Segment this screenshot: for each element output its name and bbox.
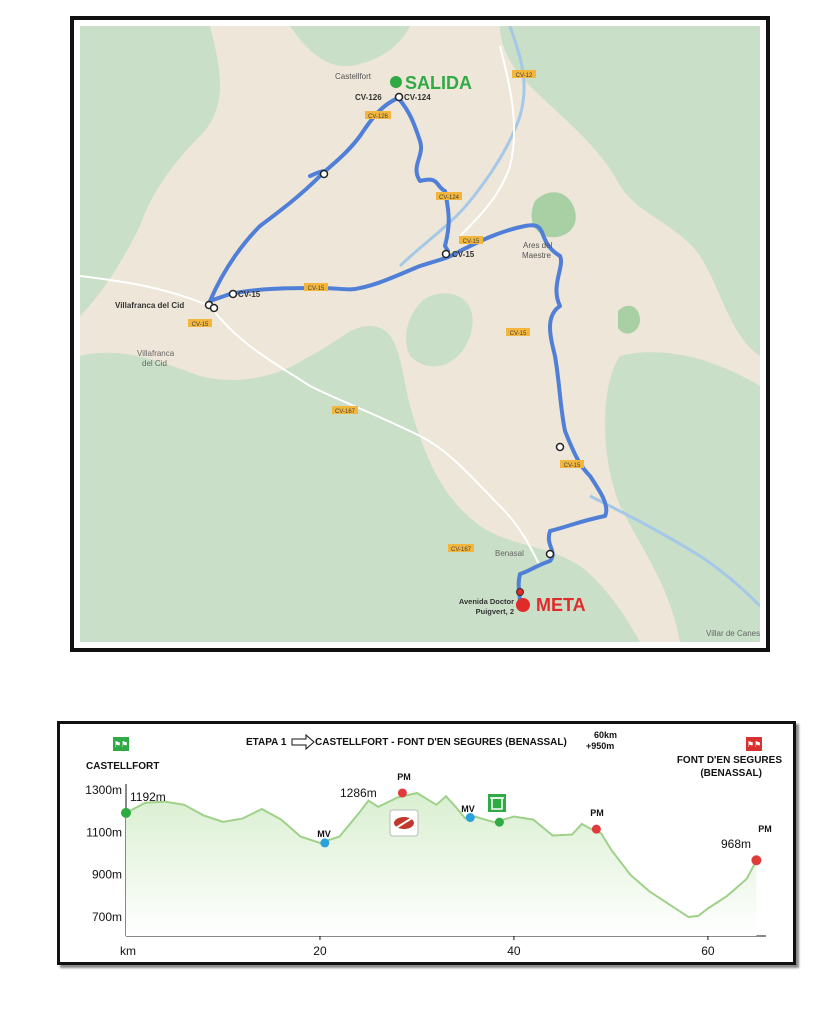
x-tick-label: 20 — [313, 944, 327, 958]
peak-elevation-label: 1286m — [340, 786, 377, 800]
elevation-profile — [57, 721, 796, 965]
arrow-right-icon — [292, 735, 314, 749]
shield-cv126: CV-126 — [367, 114, 389, 120]
start-label: SALIDA — [405, 73, 472, 93]
y-tick-label: 1100m — [86, 825, 122, 840]
route-map — [70, 16, 770, 652]
x-tick-label: 60 — [701, 944, 715, 958]
point-pm — [398, 788, 407, 797]
shield-cv12: CV-12 — [515, 73, 533, 79]
finish-label: META — [536, 595, 586, 615]
finish-address-line1: Avenida Doctor — [458, 597, 514, 606]
y-tick-label: 1300m — [85, 783, 122, 797]
route-label-cv126: CV-126 — [355, 93, 382, 102]
shield-cv15-e: CV-15 — [563, 463, 581, 469]
map-canvas — [80, 26, 760, 642]
route-label-cv15-east: CV-15 — [452, 250, 475, 259]
place-villafranca-line2: del Cid — [142, 359, 167, 368]
place-ares-line2: Maestre — [522, 251, 551, 260]
start-elevation-label: 1192m — [130, 790, 166, 804]
place-villar-de-canes: Villar de Canes — [706, 629, 760, 638]
start-name: CASTELLFORT — [86, 761, 160, 772]
tag-pm-1: PM — [397, 772, 411, 782]
route-label-cv15-west: CV-15 — [238, 290, 261, 299]
shield-cv15-c: CV-15 — [191, 322, 209, 328]
stage-distance: 60km — [594, 730, 618, 740]
finish-marker — [516, 598, 530, 612]
start-flag-icon — [113, 737, 129, 751]
tag-mv-2: MV — [461, 804, 475, 814]
y-tick-label: 900m — [91, 867, 122, 882]
place-villafranca-bold: Villafranca del Cid — [115, 301, 185, 310]
point-pm — [592, 825, 601, 834]
place-villafranca-line1: Villafranca — [137, 349, 175, 358]
y-tick-labels — [85, 783, 122, 924]
tag-pm-3: PM — [758, 824, 772, 834]
point-feed — [495, 818, 504, 827]
tag-pm-2: PM — [590, 808, 604, 818]
start-marker — [390, 76, 402, 88]
place-ares-line1: Ares del — [523, 241, 553, 250]
profile-canvas — [60, 724, 793, 962]
finish-address-line2: Puigvert, 2 — [475, 607, 514, 616]
place-castellfort: Castellfort — [335, 72, 372, 81]
point-mv — [320, 838, 329, 847]
svg-text:⚑⚑: ⚑⚑ — [113, 740, 129, 749]
shield-cv124: CV-124 — [438, 195, 460, 201]
tag-mv-1: MV — [317, 829, 331, 839]
x-tick-label: 40 — [507, 944, 521, 958]
shield-cv15-a: CV-15 — [307, 286, 325, 292]
shield-cv15-d: CV-15 — [509, 331, 527, 337]
stage-climb: +950m — [586, 741, 615, 751]
shield-cv15-b: CV-15 — [462, 239, 480, 245]
trash-bin-icon — [488, 794, 506, 812]
finish-flag-icon — [746, 737, 762, 751]
stage-route: CASTELLFORT - FONT D'EN SEGURES (BENASSAL) — [315, 737, 567, 748]
finish-route-end — [517, 589, 524, 596]
stage-title: ETAPA 1 — [246, 737, 287, 748]
point-mv — [466, 813, 475, 822]
elevation-area — [126, 793, 756, 936]
start-point — [121, 808, 131, 818]
sprint-badge-icon — [390, 810, 418, 836]
finish-name-line1: FONT D'EN SEGURES — [676, 755, 782, 766]
shield-cv167-b: CV-167 — [450, 547, 472, 553]
x-tick-labels — [313, 936, 715, 958]
x-axis-unit: km — [120, 944, 136, 958]
finish-elevation-label: 968m — [721, 837, 752, 851]
y-tick-label: 700m — [91, 910, 122, 924]
point-pm — [751, 855, 761, 865]
shield-cv167-a: CV-167 — [334, 409, 356, 415]
place-benasal: Benasal — [495, 549, 524, 558]
svg-text:⚑⚑: ⚑⚑ — [746, 740, 762, 749]
route-label-cv124: CV-124 — [404, 93, 431, 102]
finish-name-line2: (BENASSAL) — [700, 768, 762, 779]
